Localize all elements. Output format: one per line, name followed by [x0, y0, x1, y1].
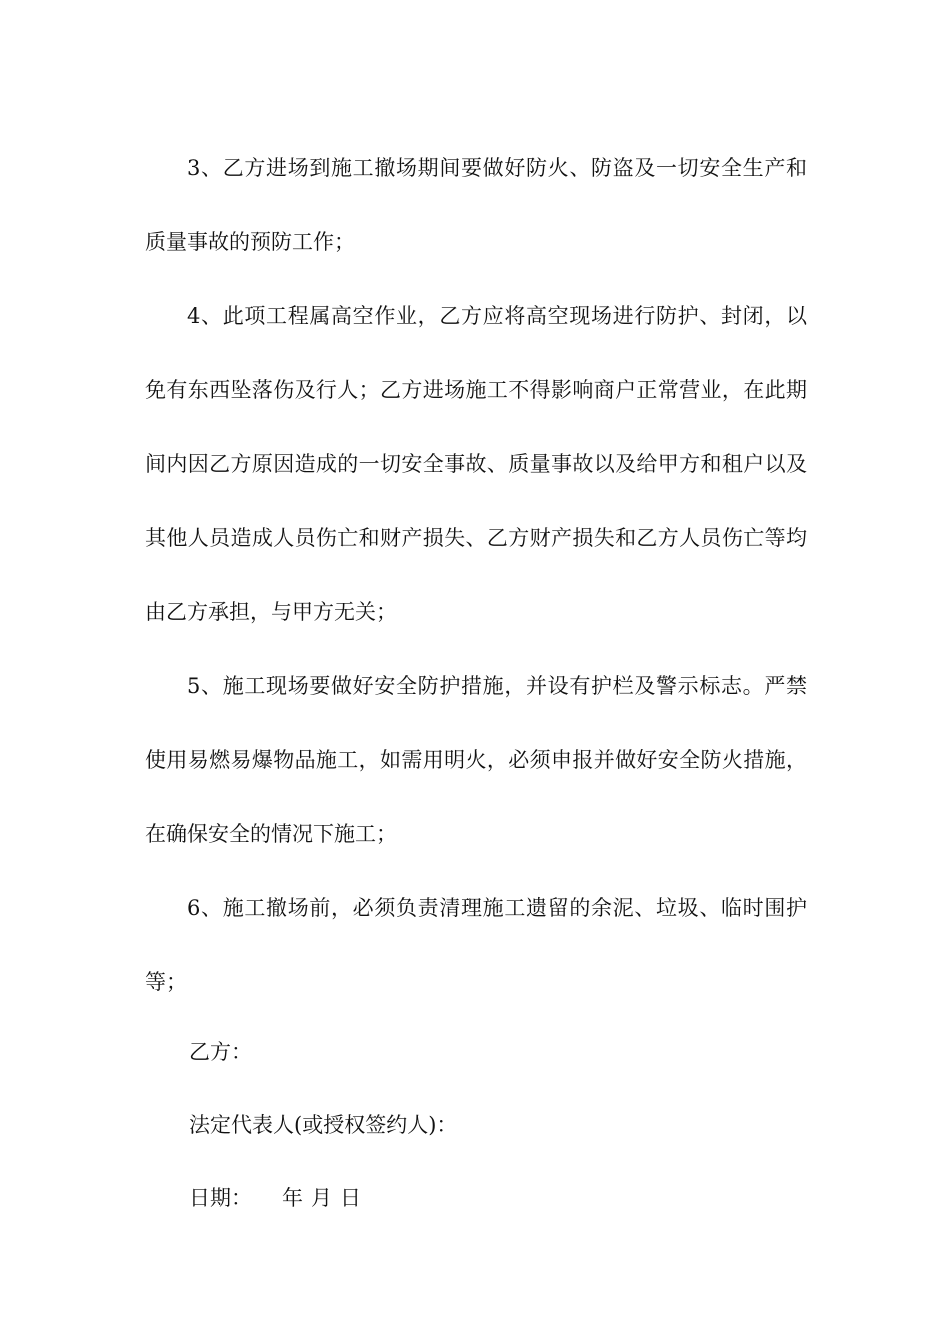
day-label: 日	[340, 1186, 361, 1210]
clause-5: 5、施工现场要做好安全防护措施，并设有护栏及警示标志。严禁使用易燃易爆物品施工，如需用明火，必须申报并做好安全防火措施，在确保安全的情况下施工；	[145, 674, 807, 846]
year-label: 年	[282, 1186, 303, 1210]
month-label: 月	[311, 1186, 332, 1210]
clause-4: 4、此项工程属高空作业，乙方应将高空现场进行防护、封闭，以免有东西坠落伤及行人；乙方进场施工不得影响商户正常营业，在此期间内因乙方原因造成的一切安全事故、质量事故以及给甲方和租户以及其他人员造成人员伤亡和财产损失、乙方财产损失和乙方人员伤亡等均由乙方承担，与甲方无关；	[145, 304, 807, 624]
party-b-label: 乙方：	[189, 1040, 252, 1064]
legal-representative-label: 法定代表人(或授权签约人)：	[189, 1113, 458, 1137]
contract-body	[145, 131, 807, 1019]
clause-6: 6、施工撤场前，必须负责清理施工遗留的余泥、垃圾、临时围护等；	[145, 896, 807, 994]
date-line	[189, 1183, 361, 1213]
date-label: 日期：	[189, 1186, 252, 1210]
clause-3: 3、乙方进场到施工撤场期间要做好防火、防盗及一切安全生产和质量事故的预防工作；	[145, 156, 807, 254]
